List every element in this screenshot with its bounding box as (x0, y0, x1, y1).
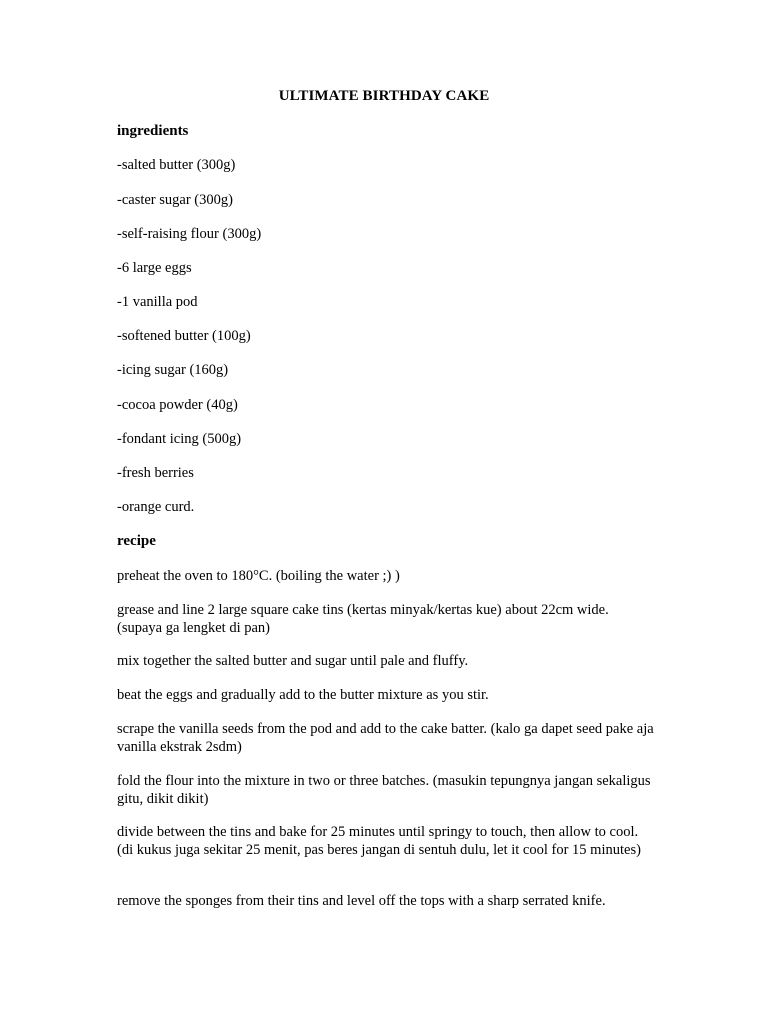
recipe-step: divide between the tins and bake for 25 minutes until springy to touch, then allow to cool. (di kukus juga sekitar 25 menit, pas beres jangan di sentuh dulu, let it cool for 15 minutes) (117, 824, 641, 858)
ingredient-item: -1 vanilla pod (117, 294, 198, 310)
recipe-step: beat the eggs and gradually add to the butter mixture as you stir. (117, 687, 489, 703)
ingredient-item: -caster sugar (300g) (117, 192, 233, 208)
ingredients-heading: ingredients (117, 123, 189, 139)
ingredient-item: -cocoa powder (40g) (117, 397, 238, 413)
ingredient-item: -softened butter (100g) (117, 328, 251, 344)
recipe-heading: recipe (117, 533, 156, 549)
recipe-step: grease and line 2 large square cake tins (kertas minyak/kertas kue) about 22cm wide. (supaya ga lengket di pan) (117, 602, 609, 636)
document-title: ULTIMATE BIRTHDAY CAKE (278, 88, 490, 104)
recipe-step: remove the sponges from their tins and level off the tops with a sharp serrated knife. (117, 893, 606, 909)
recipe-step: fold the flour into the mixture in two or three batches. (masukin tepungnya jangan sekaligus gitu, dikit dikit) (117, 773, 651, 807)
recipe-step: preheat the oven to 180°C. (boiling the water ;) ) (117, 568, 400, 584)
ingredient-item: -fresh berries (117, 465, 194, 481)
ingredient-item: -salted butter (300g) (117, 157, 236, 173)
ingredient-item: -fondant icing (500g) (117, 431, 242, 447)
recipe-step: scrape the vanilla seeds from the pod and add to the cake batter. (kalo ga dapet seed pake aja vanilla ekstrak 2sdm) (117, 721, 654, 755)
ingredient-item: -6 large eggs (117, 260, 192, 276)
ingredient-item: -orange curd. (117, 499, 195, 515)
recipe-step: mix together the salted butter and sugar until pale and fluffy. (117, 653, 469, 669)
ingredient-item: -self-raising flour (300g) (117, 226, 262, 242)
ingredient-item: -icing sugar (160g) (117, 362, 229, 378)
